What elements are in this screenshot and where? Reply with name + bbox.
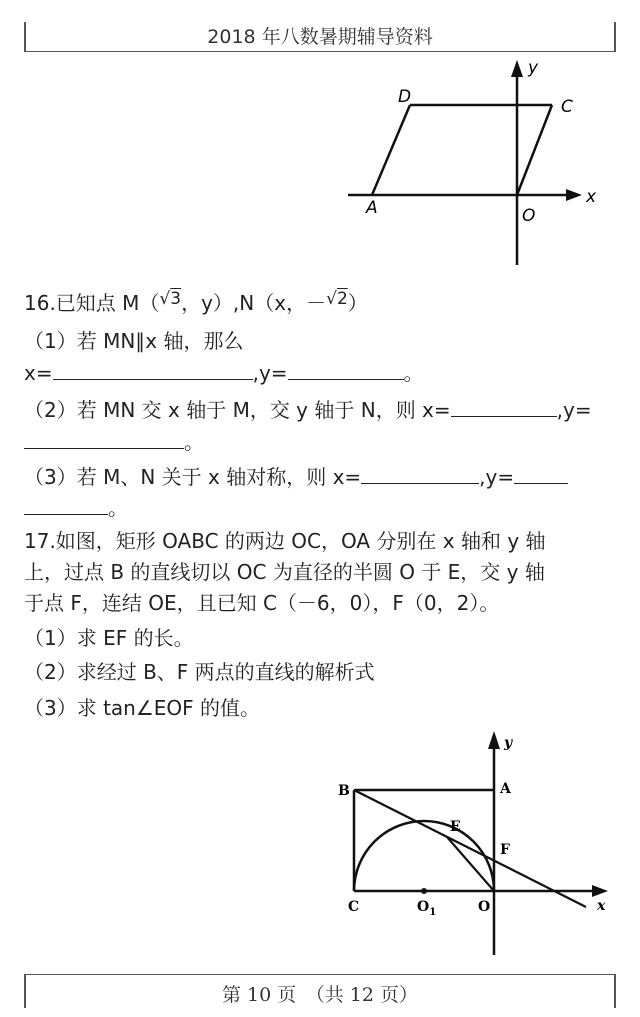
q17-stem-line1: 17.如图，矩形 OABC 的两边 OC，OA 分别在 x 轴和 y 轴	[24, 529, 546, 553]
q16-part2-x-blank[interactable]	[451, 396, 557, 417]
q16-part3-x-blank[interactable]	[361, 463, 479, 484]
fig2-label-F: F	[500, 842, 510, 858]
q16-stem-prefix: 16.已知点 M（	[24, 291, 160, 315]
q16-part3-cont	[24, 494, 128, 521]
fig2-label-y: y	[504, 735, 513, 751]
figure-parallelogram	[330, 55, 620, 270]
fig1-label-x: x	[586, 187, 597, 207]
q16-part2-y-blank[interactable]	[24, 428, 184, 449]
page-header: 2018 年八数暑期辅导资料	[207, 26, 433, 48]
fig1-x-arrow	[566, 189, 582, 201]
fig1-label-y: y	[528, 58, 539, 78]
fig2-label-O1: $O_1$	[417, 899, 437, 918]
fig2-label-O: O	[478, 899, 491, 915]
page-footer: 第 10 页 （共 12 页）	[221, 984, 418, 1006]
sqrt2-symbol: √2	[326, 289, 348, 309]
q16-part3	[24, 463, 568, 490]
fig1-label-O: O	[522, 206, 536, 226]
q16-part1-text: （1）若 MN∥x 轴，那么	[24, 329, 244, 353]
fig2-label-B: B	[338, 783, 350, 799]
footer-rule	[24, 974, 616, 975]
fig2-point-O1	[421, 888, 427, 894]
q16-part1-y-blank[interactable]	[288, 359, 404, 380]
q16-part1-answer	[24, 359, 424, 386]
fig2-x-arrow	[592, 885, 608, 897]
q17-part1: （1）求 EF 的长。	[24, 626, 194, 650]
fig2-label-E: E	[450, 819, 461, 835]
fig2-y-arrow	[488, 731, 500, 749]
fig2-label-A: A	[500, 781, 511, 797]
figure-rectangle-semicircle	[320, 725, 620, 960]
q16-part2-end: 。	[184, 430, 204, 454]
fig2-label-C: C	[348, 899, 360, 915]
fig2-label-x: x	[597, 898, 606, 914]
q16-part2	[24, 396, 592, 423]
fig1-side-AD	[372, 105, 410, 195]
q16-part2-text: （2）若 MN 交 x 轴于 M，交 y 轴于 N，则 x=	[24, 398, 451, 422]
footer-right-tick	[614, 974, 616, 1008]
q16-part1-y-label: ,y=	[252, 361, 288, 385]
header-rule	[24, 51, 616, 52]
q16-part3-end: 。	[108, 496, 128, 520]
q16-part2-y-label: ,y=	[556, 398, 592, 422]
fig1-label-C: C	[561, 97, 573, 117]
fig2-semicircle	[354, 821, 494, 891]
q16-part3-y-blank-a[interactable]	[514, 463, 568, 484]
fig1-side-OC	[517, 105, 552, 195]
fig1-label-A: A	[366, 198, 378, 218]
q17-stem-line2: 上，过点 B 的直线切以 OC 为直径的半圆 O 于 E，交 y 轴	[24, 560, 545, 584]
header-left-tick	[24, 22, 26, 52]
q16-stem-mid: ，y）,N（x，－	[181, 291, 327, 315]
q16-part3-y-label: ,y=	[479, 465, 515, 489]
header-right-tick	[614, 22, 616, 52]
q16-part2-cont	[24, 428, 204, 455]
q16-part3-y-blank-b[interactable]	[24, 494, 108, 515]
q17-stem-line3: 于点 F，连结 OE，且已知 C（－6，0），F（0，2）。	[24, 591, 500, 615]
q17-part3: （3）求 tan∠EOF 的值。	[24, 696, 261, 720]
q16-part1-end: 。	[403, 361, 424, 385]
fig2-segment-OE	[447, 837, 494, 891]
q16-part3-text: （3）若 M、N 关于 x 轴对称，则 x=	[24, 465, 362, 489]
fig2-line-BF	[354, 790, 586, 907]
q16-part1	[24, 328, 244, 354]
footer-left-tick	[24, 974, 26, 1008]
q16-part1-x-blank[interactable]	[53, 359, 253, 380]
q16-stem	[24, 290, 368, 318]
fig1-label-D: D	[398, 87, 412, 107]
fig1-y-arrow	[511, 60, 523, 77]
q17-part2: （2）求经过 B、F 两点的直线的解析式	[24, 660, 375, 684]
sqrt3-symbol: √3	[159, 289, 182, 309]
q16-stem-suffix: ）	[347, 291, 368, 315]
q16-part1-x-label: x=	[24, 361, 53, 385]
